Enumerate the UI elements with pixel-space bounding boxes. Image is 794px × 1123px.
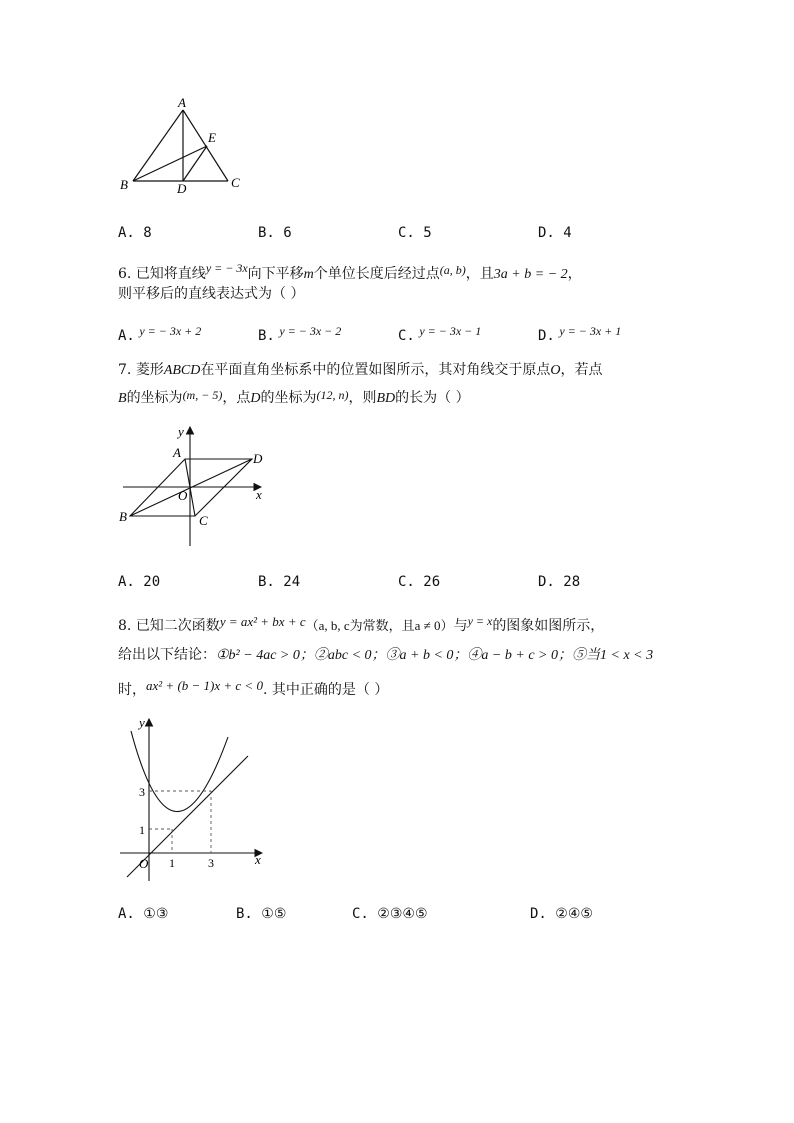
q7-option-b[interactable]: B. 24 — [258, 574, 301, 590]
rhombus-figure — [115, 422, 275, 550]
parabola-curve — [131, 731, 228, 812]
triangle-figure — [110, 95, 250, 200]
tick-y-3: 3 — [139, 785, 145, 799]
q5-option-c[interactable]: C. 5 — [398, 225, 432, 241]
q6-option-d[interactable]: D. y = − 3x + 1 — [538, 324, 622, 344]
label-c: C — [231, 175, 240, 190]
origin-label: O — [139, 856, 149, 871]
q8-option-c[interactable]: C. ②③④⑤ — [352, 906, 428, 922]
label-o: O — [178, 488, 188, 503]
axis-y-label: y — [139, 715, 145, 730]
q5-option-b[interactable]: B. 6 — [258, 225, 292, 241]
label-b: B — [120, 177, 128, 192]
q8-number: 8. — [118, 618, 132, 634]
segment-be — [133, 146, 207, 181]
q7-line2: B的坐标为(m, − 5)，点D的坐标为(12, n)，则BD的长为（ ） — [118, 388, 470, 406]
label-b: B — [119, 509, 127, 524]
q6-option-a[interactable]: A. y = − 3x + 2 — [118, 324, 202, 344]
q7-number: 7. — [118, 362, 132, 378]
label-d: D — [253, 451, 263, 466]
q7-option-a[interactable]: A. 20 — [118, 574, 161, 590]
q7-option-c[interactable]: C. 26 — [398, 574, 441, 590]
q5-option-d[interactable]: D. 4 — [538, 225, 572, 241]
q6-option-b[interactable]: B. y = − 3x − 2 — [258, 324, 342, 344]
q8-option-a[interactable]: A. ①③ — [118, 906, 169, 922]
label-c: C — [199, 513, 208, 528]
label-a: A — [173, 445, 181, 460]
side-ab — [133, 110, 183, 181]
q6-number: 6. — [118, 266, 132, 282]
tick-x-1: 1 — [169, 856, 175, 870]
q8-option-d[interactable]: D. ②④⑤ — [530, 906, 593, 922]
label-e: E — [208, 130, 216, 145]
axis-x-label: x — [256, 487, 262, 502]
q8-line1: 8. 已知二次函数y = ax² + bx + c（a, b, c为常数，且a ≠ 0）与y = x的图象如图所示， — [118, 614, 605, 634]
label-d: D — [177, 181, 187, 196]
axis-y-label: y — [178, 424, 184, 439]
label-a: A — [178, 95, 186, 110]
tick-x-3: 3 — [208, 856, 214, 870]
q8-line3: 时，ax² + (b − 1)x + c < 0. 其中正确的是（ ） — [118, 678, 389, 698]
q8-option-b[interactable]: B. ①⑤ — [236, 906, 287, 922]
q7-option-d[interactable]: D. 28 — [538, 574, 581, 590]
q7-line1: 7. 菱形ABCD在平面直角坐标系中的位置如图所示，其对角线交于原点O，若点 — [118, 362, 603, 378]
parabola-figure — [115, 715, 275, 885]
tick-y-1: 1 — [139, 823, 145, 837]
q6-line1: 6. 已知将直线y = − 3x向下平移m个单位长度后经过点(a, b)，且3a + b = − 2， — [118, 261, 582, 282]
q6-line2: 则平移后的直线表达式为（ ） — [118, 286, 305, 302]
q8-line2: 给出以下结论：①b² − 4ac > 0；②abc < 0；③a + b < 0；④a − b + c > 0；⑤当1 < x < 3 — [118, 647, 654, 663]
q6-option-c[interactable]: C. y = − 3x − 1 — [398, 324, 482, 344]
axis-x-label: x — [255, 852, 261, 867]
q5-option-a[interactable]: A. 8 — [118, 225, 152, 241]
